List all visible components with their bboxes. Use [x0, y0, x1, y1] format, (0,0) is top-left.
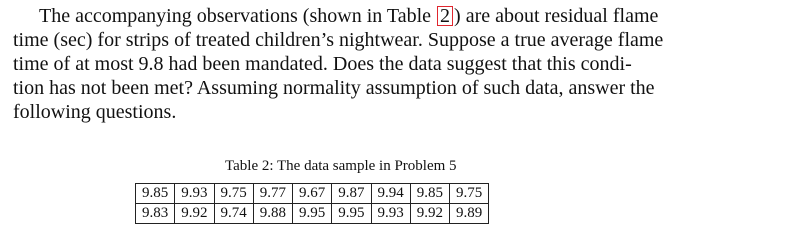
data-table-body — [136, 184, 489, 224]
table-cell: 9.74 — [214, 204, 253, 224]
table-cell: 9.75 — [450, 184, 489, 204]
paragraph-line-1-end: ) are about residual flame — [454, 5, 659, 27]
problem-paragraph — [13, 4, 773, 124]
paragraph-line-1-start: The accompanying observations (shown in Table — [39, 5, 437, 27]
table-cell: 9.85 — [410, 184, 449, 204]
table-row — [136, 204, 489, 224]
table-cell: 9.95 — [332, 204, 371, 224]
table-cell: 9.89 — [450, 204, 489, 224]
table-cell: 9.95 — [293, 204, 332, 224]
table-cell: 9.92 — [175, 204, 214, 224]
table-cell: 9.77 — [253, 184, 292, 204]
table-reference-link[interactable]: 2 — [437, 6, 453, 26]
table-row — [136, 184, 489, 204]
table-cell: 9.94 — [371, 184, 410, 204]
paragraph-line-1 — [13, 4, 773, 28]
table-cell: 9.92 — [410, 204, 449, 224]
data-table — [135, 183, 489, 224]
table-cell: 9.83 — [136, 204, 175, 224]
paragraph-line-3: time of at most 9.8 had been mandated. Does the data suggest that this condi- — [13, 53, 632, 75]
paragraph-line-2: time (sec) for strips of treated children’s nightwear. Suppose a true average flame — [13, 29, 664, 51]
table-cell: 9.87 — [332, 184, 371, 204]
table-cell: 9.93 — [371, 204, 410, 224]
table-cell: 9.88 — [253, 204, 292, 224]
table-cell: 9.93 — [175, 184, 214, 204]
table-cell: 9.67 — [293, 184, 332, 204]
paragraph-line-5: following questions. — [13, 101, 177, 123]
table-cell: 9.85 — [136, 184, 175, 204]
table-caption: Table 2: The data sample in Problem 5 — [225, 158, 457, 174]
table-cell: 9.75 — [214, 184, 253, 204]
paragraph-line-4: tion has not been met? Assuming normality assumption of such data, answer the — [13, 77, 655, 99]
